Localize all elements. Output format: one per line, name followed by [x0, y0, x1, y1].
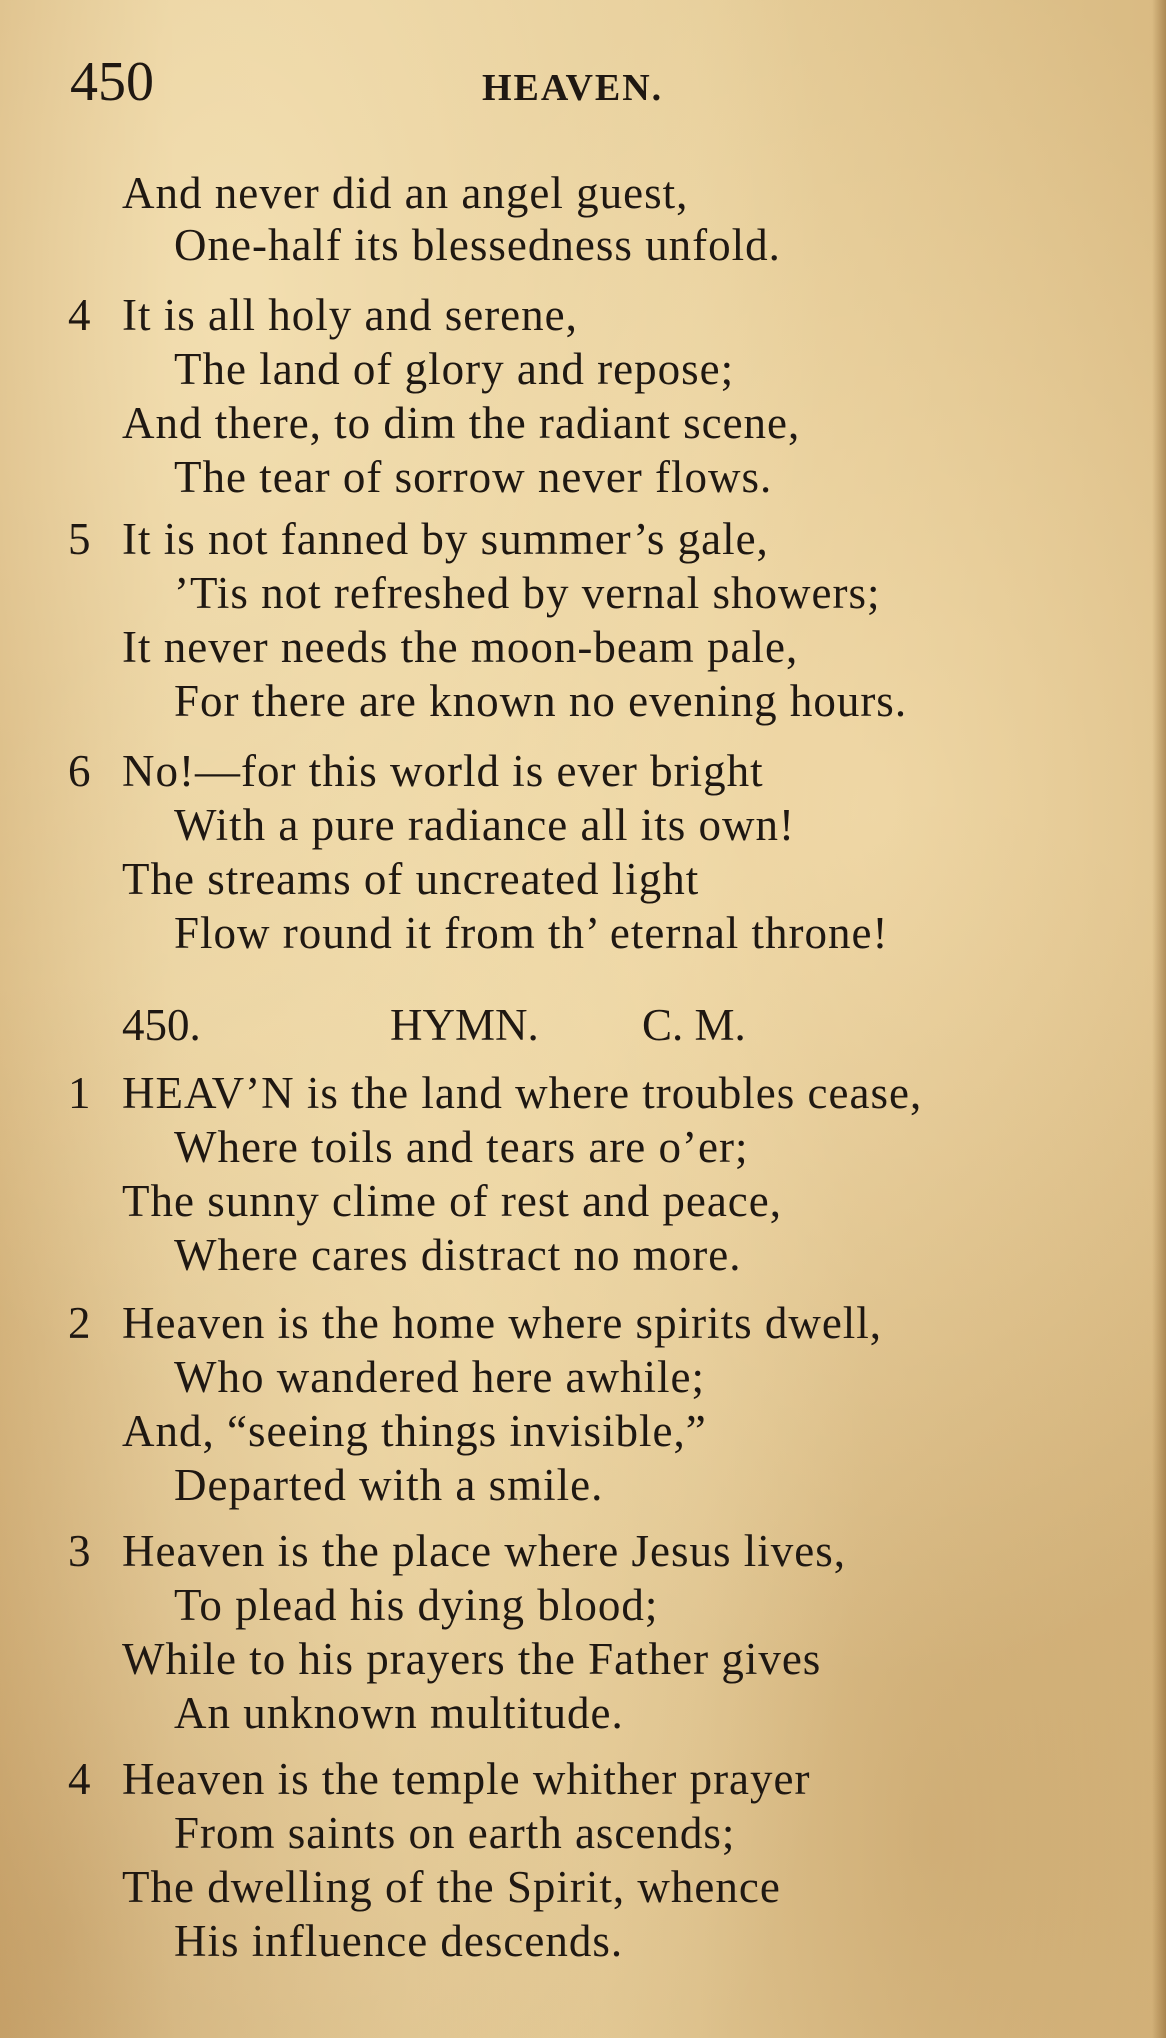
verse-line: The streams of uncreated light	[122, 854, 700, 904]
stanza-number: 5	[68, 514, 91, 564]
verse-line: HEAV’N is the land where troubles cease,	[122, 1068, 923, 1118]
verse-line: With a pure radiance all its own!	[174, 800, 795, 850]
verse-line: To plead his dying blood;	[174, 1580, 659, 1630]
verse-line: And never did an angel guest,	[122, 168, 689, 218]
stanza-number: 2	[68, 1298, 91, 1348]
hymn-number: 450.	[122, 1000, 201, 1050]
stanza-number: 1	[68, 1068, 91, 1118]
verse-line: The tear of sorrow never flows.	[174, 452, 773, 502]
verse-line: And, “seeing things invisible,”	[122, 1406, 707, 1456]
verse-line: Where cares distract no more.	[174, 1230, 742, 1280]
verse-line: The sunny clime of rest and peace,	[122, 1176, 783, 1226]
verse-line: Heaven is the temple whither prayer	[122, 1754, 811, 1804]
verse-line: One-half its blessedness unfold.	[174, 220, 781, 270]
verse-line: The land of glory and repose;	[174, 344, 735, 394]
verse-line: Where toils and tears are o’er;	[174, 1122, 749, 1172]
verse-line: An unknown multitude.	[174, 1688, 624, 1738]
verse-line: It never needs the moon-beam pale,	[122, 622, 799, 672]
verse-line: And there, to dim the radiant scene,	[122, 398, 801, 448]
verse-line: No!—for this world is ever bright	[122, 746, 764, 796]
verse-line: The dwelling of the Spirit, whence	[122, 1862, 781, 1912]
verse-line: While to his prayers the Father gives	[122, 1634, 822, 1684]
page-edge-shadow	[1152, 0, 1166, 2038]
verse-line: It is not fanned by summer’s gale,	[122, 514, 769, 564]
verse-line: From saints on earth ascends;	[174, 1808, 736, 1858]
running-title: HEAVEN.	[482, 67, 664, 109]
verse-line: ’Tis not refreshed by vernal showers;	[174, 568, 881, 618]
page-number: 450	[70, 51, 154, 113]
verse-line: Heaven is the home where spirits dwell,	[122, 1298, 883, 1348]
verse-line: It is all holy and serene,	[122, 290, 578, 340]
verse-line: Flow round it from th’ eternal throne!	[174, 908, 889, 958]
stanza-number: 4	[68, 290, 91, 340]
stanza-number: 4	[68, 1754, 91, 1804]
hymn-meter: C. M.	[642, 1000, 746, 1050]
stanza-number: 3	[68, 1526, 91, 1576]
verse-line: For there are known no evening hours.	[174, 676, 908, 726]
verse-line: Heaven is the place where Jesus lives,	[122, 1526, 847, 1576]
verse-line: Departed with a smile.	[174, 1460, 604, 1510]
verse-line: Who wandered here awhile;	[174, 1352, 706, 1402]
hymn-title: HYMN.	[390, 1000, 539, 1050]
stanza-number: 6	[68, 746, 91, 796]
verse-line: His influence descends.	[174, 1916, 624, 1966]
